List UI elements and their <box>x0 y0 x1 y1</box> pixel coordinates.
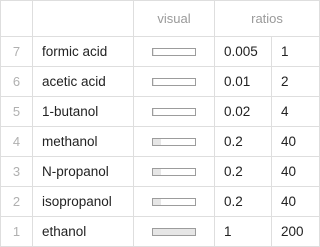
header-name <box>33 1 134 37</box>
row-index: 4 <box>1 127 33 157</box>
ratio-b: 40 <box>272 157 320 187</box>
header-ratios: ratios <box>215 1 320 37</box>
compound-name: N-propanol <box>33 157 134 187</box>
table-row <box>1 67 320 97</box>
compound-name: methanol <box>33 127 134 157</box>
ratio-bar-fill <box>153 199 161 205</box>
ratio-a: 0.2 <box>215 127 272 157</box>
compound-name: acetic acid <box>33 67 134 97</box>
ratio-bar <box>152 228 196 236</box>
ratio-a: 0.2 <box>215 157 272 187</box>
ratio-b: 40 <box>272 187 320 217</box>
ratio-a: 1 <box>215 217 272 247</box>
compound-name: isopropanol <box>33 187 134 217</box>
table-row <box>1 157 320 187</box>
ratio-bar <box>152 138 196 146</box>
visual-cell <box>134 187 215 217</box>
header-visual: visual <box>134 1 215 37</box>
ratio-a: 0.02 <box>215 97 272 127</box>
ratio-bar-fill <box>153 109 154 115</box>
table-row <box>1 187 320 217</box>
table-row <box>1 127 320 157</box>
visual-cell <box>134 157 215 187</box>
ratio-b: 1 <box>272 37 320 67</box>
ratio-b: 200 <box>272 217 320 247</box>
row-index: 3 <box>1 157 33 187</box>
row-index: 2 <box>1 187 33 217</box>
header-index <box>1 1 33 37</box>
table-row <box>1 37 320 67</box>
ratio-b: 40 <box>272 127 320 157</box>
ratio-bar <box>152 198 196 206</box>
ratio-bar-fill <box>153 139 161 145</box>
compound-name: 1-butanol <box>33 97 134 127</box>
ratio-bar-fill <box>153 169 161 175</box>
row-index: 7 <box>1 37 33 67</box>
ratio-b: 2 <box>272 67 320 97</box>
ratio-b: 4 <box>272 97 320 127</box>
visual-cell <box>134 37 215 67</box>
ratio-bar-fill <box>153 229 195 235</box>
row-index: 6 <box>1 67 33 97</box>
ratio-a: 0.005 <box>215 37 272 67</box>
compound-name: formic acid <box>33 37 134 67</box>
ratio-bar <box>152 168 196 176</box>
visual-cell <box>134 217 215 247</box>
row-index: 1 <box>1 217 33 247</box>
table-row <box>1 217 320 247</box>
table-row <box>1 97 320 127</box>
ratio-bar <box>152 108 196 116</box>
visual-cell <box>134 67 215 97</box>
ratio-bar <box>152 78 196 86</box>
visual-cell <box>134 127 215 157</box>
row-index: 5 <box>1 97 33 127</box>
compound-name: ethanol <box>33 217 134 247</box>
header-row <box>1 1 320 37</box>
ratio-bar <box>152 48 196 56</box>
ratio-a: 0.2 <box>215 187 272 217</box>
visual-cell <box>134 97 215 127</box>
ratio-a: 0.01 <box>215 67 272 97</box>
